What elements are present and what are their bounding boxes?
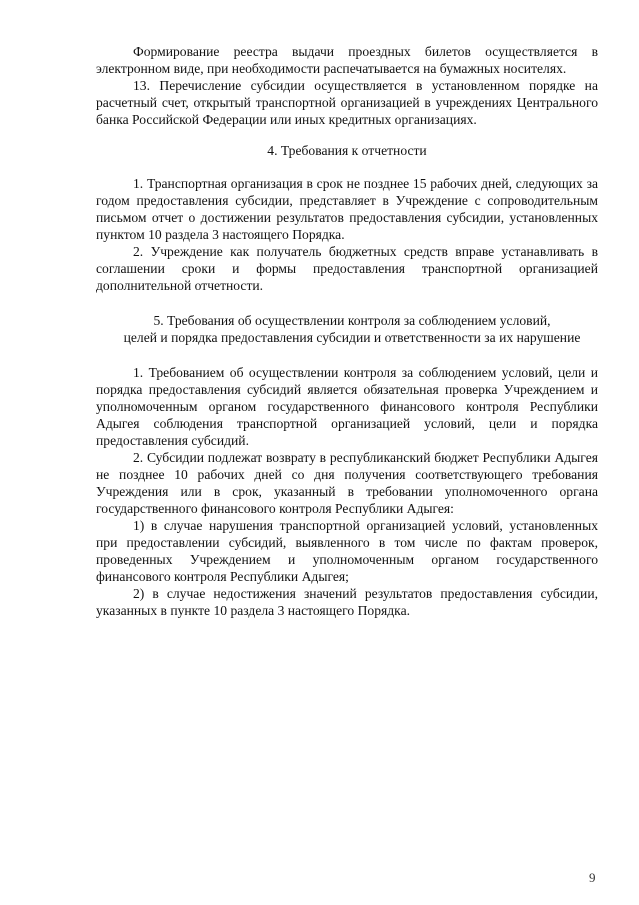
section-5-paragraph-1: 1. Требованием об осуществлении контроля за соблюдением условий, цели и порядка предоставления субсидий является обязательная проверка Учреждением и уполномоченным органом государственного финансового контроля Республики Адыгея соблюдения транспортной организацией условий, цели и порядка предоставления субсидий.: [96, 365, 598, 448]
section-4-paragraph-1: 1. Транспортная организация в срок не позднее 15 рабочих дней, следующих за годом предоставления субсидии, представляет в Учреждение с сопроводительным письмом отчет о достижении результатов предоставления субсидии, установленных пунктом 10 раздела 3 настоящего Порядка.: [96, 176, 598, 242]
section-4-heading: 4. Требования к отчетности: [267, 143, 427, 158]
document-body: [96, 43, 598, 619]
paragraph-registry: Формирование реестра выдачи проездных билетов осуществляется в электронном виде, при необходимости распечатывается на бумажных носителях.: [96, 44, 598, 76]
section-5-heading: [96, 312, 598, 346]
section-5-paragraph-2-item-1: 1) в случае нарушения транспортной организацией условий, установленных при предоставлении субсидий, выявленного в том числе по фактам проверок, проведенных Учреждением и уполномоченным органом государственного финансового контроля Республики Адыгея;: [96, 518, 598, 584]
section-5-heading-line-1: 5. Требования об осуществлении контроля за соблюдением условий,: [153, 313, 551, 328]
page-number: 9: [589, 870, 596, 885]
section-5-paragraph-2: 2. Субсидии подлежат возврату в республиканский бюджет Республики Адыгея не позднее 10 рабочих дней со дня получения соответствующего требования Учреждения или в срок, указанный в требовании уполномоченного органа государственного финансового контроля Республики Адыгея:: [96, 450, 598, 516]
section-4-paragraph-2: 2. Учреждение как получатель бюджетных средств вправе устанавливать в соглашении сроки и формы предоставления транспортной организацией дополнительной отчетности.: [96, 244, 598, 293]
paragraph-13: 13. Перечисление субсидии осуществляется в установленном порядке на расчетный счет, открытый транспортной организацией в учреждениях Центрального банка Российской Федерации или иных кредитных организациях.: [96, 78, 598, 127]
section-5-heading-line-2: целей и порядка предоставления субсидии и ответственности за их нарушение: [123, 330, 581, 345]
section-5-paragraph-2-item-2: 2) в случае недостижения значений результатов предоставления субсидии, указанных в пункте 10 раздела 3 настоящего Порядка.: [96, 586, 598, 618]
